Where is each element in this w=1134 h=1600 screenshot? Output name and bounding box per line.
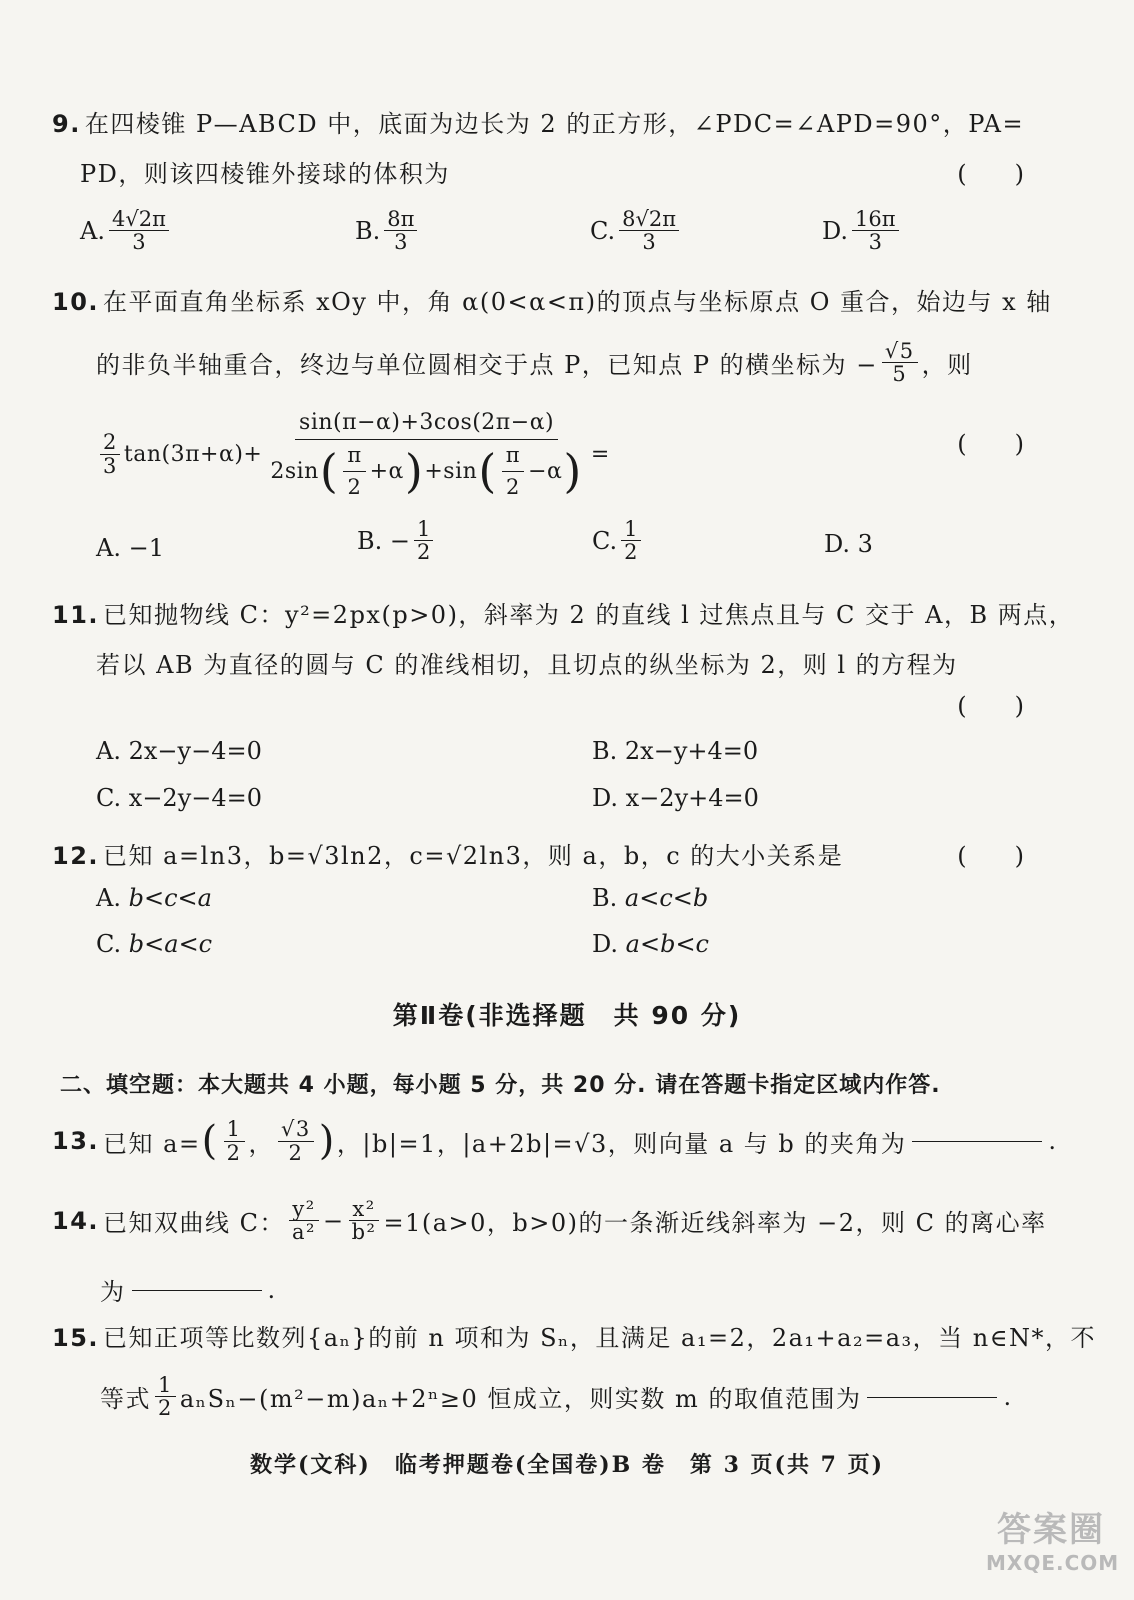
option-label: A. [96, 737, 121, 765]
denominator: 2 [347, 474, 362, 499]
answer-blank[interactable] [132, 1289, 262, 1291]
q10-text-line2: 的非负半轴重合，终边与单位圆相交于点 P，已知点 P 的横坐标为 − [96, 351, 878, 380]
q14-text-post: =1(a>0，b>0)的一条渐近线斜率为 −2，则 C 的离心率 [383, 1209, 1047, 1238]
q10-text-line1: 在平面直角坐标系 xOy 中，角 α(0<α<π)的顶点与坐标原点 O 重合，始边与 x 轴 [103, 288, 1052, 316]
equals-sign: = [590, 441, 610, 467]
q10-answer-paren: ( ) [957, 430, 1024, 458]
q9-text-line1: 在四棱锥 P—ABCD 中，底面为边长为 2 的正方形，∠PDC=∠APD=90°，PA= [84, 110, 1025, 138]
pi-over-two [502, 444, 524, 497]
question-number: 14. [52, 1206, 100, 1235]
right-paren: ) [563, 444, 582, 498]
numerator: 1 [155, 1374, 176, 1397]
period: . [267, 1275, 277, 1304]
option-text: b<c<a [128, 884, 212, 912]
plus-alpha: +α [369, 458, 404, 484]
q15-line1 [52, 1318, 1096, 1353]
option-label: B. [355, 216, 381, 245]
q12-option-b [592, 884, 708, 912]
option-label: A. [96, 534, 121, 562]
q11-option-a [96, 737, 262, 765]
option-fraction [852, 208, 899, 253]
vector-component-2 [278, 1118, 314, 1163]
numerator: π [502, 444, 524, 471]
q12-option-a [96, 884, 212, 912]
minus-sign: − [322, 1206, 345, 1235]
question-number: 9. [52, 110, 81, 138]
numerator: 16π [852, 208, 899, 231]
denominator: 2 [417, 540, 431, 565]
option-text: a<b<c [625, 930, 709, 958]
q12-line1 [52, 836, 843, 871]
q9-option-d [822, 208, 903, 253]
denominator: 2 [505, 474, 520, 499]
q14-line2 [100, 1272, 277, 1307]
watermark-url: MXQE.COM [986, 1551, 1120, 1575]
option-label: D. [592, 930, 619, 958]
vector-component-1 [224, 1118, 245, 1163]
option-label: D. [822, 216, 849, 245]
option-label: C. [590, 216, 616, 245]
coefficient-fraction [100, 431, 120, 476]
minus-alpha: −α [528, 458, 563, 484]
q11-text-line1: 已知抛物线 C：y²=2px(p>0)，斜率为 2 的直线 l 过焦点且与 C 交于 A，B 两点， [103, 601, 1075, 629]
q14-text-pre: 已知双曲线 C： [103, 1209, 286, 1238]
numerator: 4√2π [109, 208, 169, 231]
q15-text-post: aₙSₙ−(m²−m)aₙ+2ⁿ≥0 恒成立，则实数 m 的取值范围为 [179, 1385, 862, 1414]
option-text: x−2y+4=0 [625, 784, 759, 812]
section-title: 第Ⅱ卷(非选择题 共 90 分) [392, 1001, 742, 1030]
answer-blank[interactable] [912, 1140, 1042, 1142]
numerator: x² [349, 1198, 378, 1221]
page-footer: 数学(文科) 临考押题卷(全国卷)B 卷 第 3 页(共 7 页) [250, 1452, 884, 1478]
answer-blank[interactable] [867, 1396, 997, 1398]
option-label: B. [357, 526, 383, 555]
denominator: a² [292, 1220, 316, 1245]
q9-option-c [590, 208, 683, 253]
q10-option-c [592, 518, 645, 563]
fill-in-heading: 二、填空题：本大题共 4 小题，每小题 5 分，共 20 分. 请在答题卡指定区域内作答. [60, 1073, 941, 1098]
trig-numerator: sin(π−α)+3cos(2π−α) [295, 410, 558, 440]
q9-option-a [80, 208, 173, 253]
option-label: C. [96, 930, 122, 958]
numerator: 8π [384, 208, 417, 231]
q11-answer-paren: ( ) [957, 692, 1024, 720]
q15-line2 [100, 1374, 1013, 1419]
option-label: A. [96, 884, 121, 912]
denominator: 2 [226, 1140, 242, 1165]
numerator: 2 [100, 431, 120, 454]
option-text: a<c<b [624, 884, 709, 912]
q13-text-post: ，|b|=1，|a+2b|=√3，则向量 a 与 b 的夹角为 [336, 1129, 907, 1158]
option-text: 3 [857, 530, 873, 558]
q10-expression [96, 410, 610, 498]
option-label: D. [824, 530, 851, 558]
q12-option-d [592, 930, 709, 958]
trig-fraction [266, 410, 586, 498]
q10-line1 [52, 282, 1052, 317]
question-number: 11. [52, 601, 100, 629]
denominator: 3 [642, 230, 656, 255]
q11-line1 [52, 595, 1074, 630]
q10-text-line2-end: ，则 [921, 351, 973, 380]
q10-x-coordinate-fraction [882, 340, 918, 385]
question-number: 13. [52, 1127, 100, 1155]
question-number: 12. [52, 842, 100, 870]
option-label: B. [592, 737, 618, 765]
denominator: 3 [394, 230, 408, 255]
q11-line2: 若以 AB 为直径的圆与 C 的准线相切，且切点的纵坐标为 2，则 l 的方程为 [96, 651, 958, 679]
sin-label: 2sin [270, 458, 319, 484]
option-fraction [621, 518, 640, 563]
sin-label-2: +sin [424, 458, 478, 484]
numerator: π [343, 444, 365, 471]
option-fraction [619, 208, 679, 253]
hyperbola-term-2 [349, 1198, 380, 1243]
option-text: x−2y−4=0 [128, 784, 263, 812]
option-label: A. [80, 216, 105, 245]
option-text: 2x−y−4=0 [128, 737, 262, 765]
option-text: −1 [128, 534, 164, 562]
watermark-logo [986, 1502, 1120, 1575]
question-number: 15. [52, 1324, 100, 1352]
option-text: 2x−y+4=0 [624, 737, 759, 765]
q12-option-c [96, 930, 212, 958]
left-paren: ( [478, 444, 497, 498]
question-number: 10. [52, 288, 100, 316]
option-text: b<a<c [128, 930, 213, 958]
q12-answer-paren: ( ) [957, 842, 1024, 870]
denominator: 3 [868, 230, 882, 255]
option-fraction [109, 208, 169, 253]
option-label: B. [592, 884, 618, 912]
q9-line2: PD，则该四棱锥外接球的体积为 [80, 160, 450, 188]
q15-text-pre: 等式 [100, 1385, 151, 1414]
numerator: √5 [882, 340, 918, 363]
q14-text-line2: 为 [100, 1278, 126, 1306]
denominator: 5 [892, 362, 908, 387]
left-paren: ( [319, 444, 339, 498]
q9-line1 [52, 104, 1024, 139]
option-label: C. [592, 526, 618, 555]
numerator: √3 [278, 1118, 314, 1141]
left-paren: ( [201, 1118, 219, 1164]
watermark-logo-text: 答案圈 [997, 1510, 1105, 1550]
numerator: 1 [224, 1118, 245, 1141]
pi-over-two [343, 444, 365, 497]
q11-option-c [96, 784, 262, 812]
numerator: 1 [414, 518, 433, 541]
option-text: − [389, 526, 411, 555]
q14-line1 [52, 1198, 1047, 1243]
option-fraction [414, 518, 433, 563]
q13-text-pre: 已知 a= [103, 1129, 201, 1158]
denominator: 2 [158, 1396, 173, 1421]
q10-option-a [96, 534, 164, 562]
q10-option-b [357, 518, 437, 563]
q15-text-line1: 已知正项等比数列{aₙ}的前 n 项和为 Sₙ，且满足 a₁=2，2a₁+a₂=a₃，当 n∈N*，不 [103, 1324, 1096, 1352]
denominator: 3 [103, 453, 117, 478]
half-fraction [155, 1374, 176, 1419]
option-fraction [384, 208, 417, 253]
period: . [1003, 1382, 1013, 1411]
q13-line [52, 1118, 1058, 1164]
q9-answer-paren: ( ) [957, 160, 1024, 188]
option-label: D. [592, 784, 619, 812]
denominator: 2 [288, 1140, 304, 1165]
denominator: 3 [132, 230, 146, 255]
q9-option-b [355, 208, 421, 253]
right-paren: ) [404, 444, 424, 498]
denominator: b² [351, 1220, 377, 1245]
tan-term: tan(3π+α)+ [123, 441, 263, 467]
denominator: 2 [624, 540, 638, 565]
q11-option-b [592, 737, 758, 765]
numerator: 8√2π [619, 208, 679, 231]
numerator: 1 [621, 518, 640, 541]
option-label: C. [96, 784, 122, 812]
q10-line2 [96, 340, 973, 385]
hyperbola-term-1 [289, 1198, 319, 1243]
period: . [1048, 1127, 1058, 1155]
q11-option-d [592, 784, 759, 812]
numerator: y² [289, 1198, 318, 1221]
right-paren: ) [318, 1118, 336, 1164]
comma: ， [248, 1129, 275, 1158]
q12-text-line1: 已知 a=ln3，b=√3ln2，c=√2ln3，则 a，b，c 的大小关系是 [103, 842, 844, 870]
q10-option-d [824, 530, 873, 558]
trig-denominator [266, 440, 586, 498]
